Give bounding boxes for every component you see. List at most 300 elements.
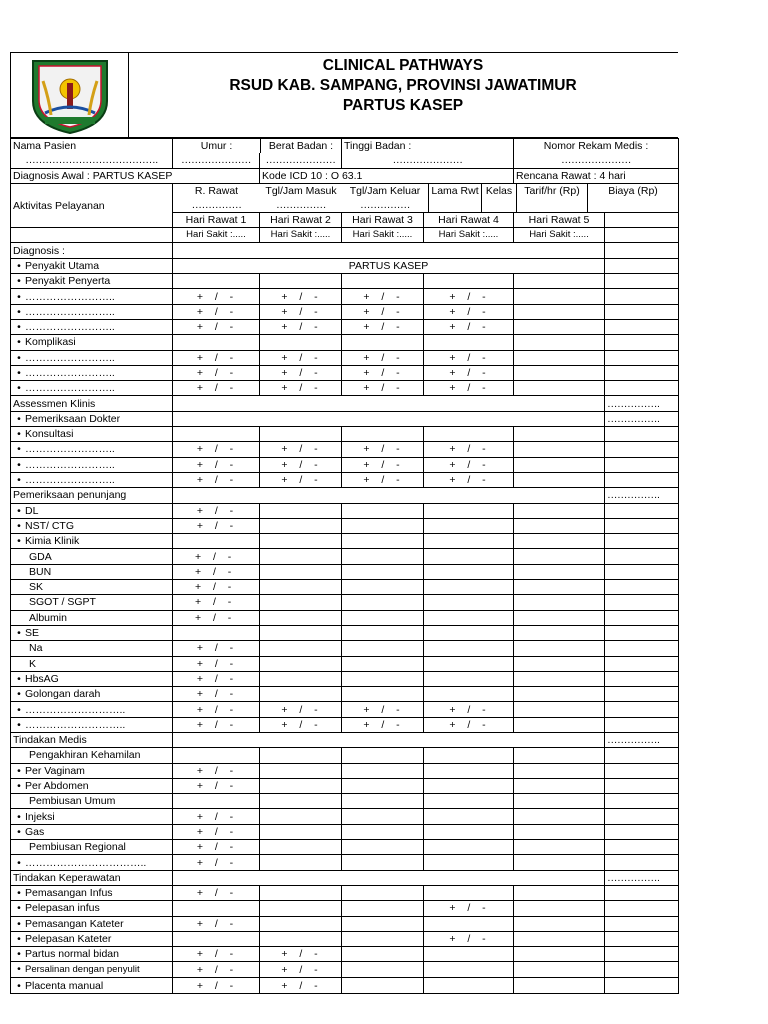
check-marks: + / - (449, 382, 488, 395)
day-cell (514, 518, 605, 533)
row-label-text: ……………………….. (25, 718, 126, 731)
day-cell (342, 885, 424, 900)
row-label-text: …………………….. (25, 305, 115, 318)
row-label-text: …………………….. (25, 474, 115, 487)
blank-cell (605, 335, 679, 350)
day-cell (514, 656, 605, 671)
day-cell (514, 381, 605, 396)
day-cell (424, 840, 514, 855)
bullet: • (17, 474, 21, 487)
bullet: • (17, 688, 21, 701)
table-row (11, 962, 679, 978)
day-cell (514, 702, 605, 717)
day-cell (424, 947, 514, 962)
row-label (11, 687, 173, 702)
day-cell (342, 656, 424, 671)
check-marks: + / - (363, 443, 402, 456)
bullet: • (17, 412, 21, 425)
day-cell (514, 595, 605, 610)
row-label (11, 901, 173, 916)
check-cell (260, 472, 342, 487)
row-label-text: Gas (25, 825, 45, 838)
check-cell (173, 641, 260, 656)
check-cell (173, 840, 260, 855)
table-row (11, 289, 679, 304)
row-label (11, 518, 173, 533)
table-row (11, 396, 679, 411)
service-header-row (11, 183, 679, 212)
day-cell (173, 931, 260, 946)
table-row (11, 794, 679, 809)
day-cell (342, 580, 424, 595)
span-cell (173, 411, 605, 426)
check-cell (173, 978, 260, 993)
day-cell (260, 931, 342, 946)
check-marks: + / - (195, 596, 234, 609)
patient-row-1 (11, 139, 679, 154)
day-cell (424, 518, 514, 533)
check-cell (173, 365, 260, 380)
check-cell (424, 319, 514, 334)
berat-value: ………………… (260, 153, 342, 168)
day-cell (260, 794, 342, 809)
day-cell (260, 687, 342, 702)
check-marks: + / - (363, 382, 402, 395)
day-cell (173, 335, 260, 350)
day-cell (260, 778, 342, 793)
title-line-2: RSUD KAB. SAMPANG, PROVINSI JAWATIMUR (229, 77, 577, 94)
check-marks: + / - (196, 672, 236, 685)
patient-row-3 (11, 168, 679, 183)
check-marks: + / - (281, 351, 320, 364)
hari-sakit-cell: Hari Sakit :..... (514, 228, 605, 243)
day-cell (260, 564, 342, 579)
label-cell (11, 228, 173, 243)
row-label (11, 625, 173, 640)
day-cell (342, 687, 424, 702)
table-row (11, 411, 679, 426)
nama-value: …………………………………. (11, 153, 173, 168)
check-marks: + / - (281, 718, 320, 731)
row-label-text: Kimia Klinik (25, 535, 80, 548)
row-label: Pengakhiran Kehamilan (11, 748, 173, 763)
row-label (11, 763, 173, 778)
blank-cell (605, 564, 679, 579)
biaya-label: Biaya (Rp) (608, 184, 658, 197)
day-cell (342, 427, 424, 442)
row-label-text: Persalinan dengan penyulit (25, 964, 140, 976)
check-marks: + / - (363, 474, 402, 487)
row-label-text: Penyakit Penyerta (25, 275, 111, 288)
check-cell (342, 365, 424, 380)
check-marks: + / - (196, 305, 236, 318)
row-label-text: ……………………….. (25, 703, 126, 716)
title-line-1: CLINICAL PATHWAYS (322, 57, 484, 74)
check-marks: + / - (196, 474, 236, 487)
day-cell (260, 809, 342, 824)
check-marks: + / - (449, 305, 488, 318)
blank-cell (605, 534, 679, 549)
bullet: • (17, 856, 21, 869)
check-marks: + / - (363, 718, 402, 731)
check-cell (342, 289, 424, 304)
row-label: SGOT / SGPT (11, 595, 173, 610)
check-cell (342, 442, 424, 457)
day-cell (514, 855, 605, 870)
day-cell (260, 885, 342, 900)
right-dots (605, 243, 679, 258)
table-row (11, 518, 679, 533)
day-cell (514, 962, 605, 978)
table-row (11, 580, 679, 595)
table-row (11, 671, 679, 686)
blank-cell (605, 885, 679, 900)
check-marks: + / - (281, 948, 320, 961)
day-cell (514, 978, 605, 993)
check-cell (260, 717, 342, 732)
row-label-text: Pemasangan Kateter (25, 917, 124, 930)
day-cell (173, 748, 260, 763)
check-cell (173, 962, 260, 978)
check-marks: + / - (449, 718, 488, 731)
service-columns (173, 183, 679, 212)
tgl-masuk-dots: …………… (276, 198, 326, 211)
check-cell (260, 289, 342, 304)
day-cell (514, 580, 605, 595)
table-row (11, 304, 679, 319)
check-marks: + / - (281, 458, 320, 471)
table-row (11, 625, 679, 640)
patient-row-2 (11, 153, 679, 168)
blank-cell (605, 931, 679, 946)
day-cell (514, 931, 605, 946)
row-label (11, 947, 173, 962)
span-cell (173, 870, 605, 885)
row-label-text: Placenta manual (25, 979, 104, 992)
hari-sakit-cell: Hari Sakit :..... (173, 228, 260, 243)
check-cell (173, 702, 260, 717)
check-cell (260, 978, 342, 993)
check-marks: + / - (363, 351, 402, 364)
check-cell (260, 442, 342, 457)
table-row (11, 901, 679, 916)
day-cell (424, 335, 514, 350)
blank-cell (605, 947, 679, 962)
blank-cell (605, 289, 679, 304)
day-cell (514, 335, 605, 350)
day-cell (342, 794, 424, 809)
check-marks: + / - (196, 443, 236, 456)
blank-cell (605, 212, 679, 227)
hospital-logo (11, 53, 129, 137)
hari-rawat-3: Hari Rawat 3 (342, 212, 424, 227)
day-cell (260, 274, 342, 289)
day-cell (424, 427, 514, 442)
row-label: Pemeriksaan penunjang (11, 488, 173, 503)
row-label-text: Pemasangan Infus (25, 887, 113, 900)
tgl-masuk-col (260, 184, 342, 212)
aktivitas-label: Aktivitas Pelayanan (11, 183, 173, 227)
row-label-text: Golongan darah (25, 688, 101, 701)
table-row (11, 335, 679, 350)
row-label (11, 916, 173, 931)
tinggi-value: ………………… (342, 153, 514, 168)
day-cell (260, 641, 342, 656)
check-cell (173, 289, 260, 304)
day-cell (342, 564, 424, 579)
day-cell (424, 580, 514, 595)
day-cell (260, 503, 342, 518)
table-row (11, 503, 679, 518)
blank-cell (605, 901, 679, 916)
check-marks: + / - (449, 351, 488, 364)
form-header (10, 52, 678, 138)
check-cell (173, 595, 260, 610)
check-marks: + / - (195, 581, 234, 594)
day-cell (514, 472, 605, 487)
check-marks: + / - (281, 963, 320, 976)
blank-cell (605, 625, 679, 640)
day-cell (260, 518, 342, 533)
table-row (11, 641, 679, 656)
hari-rawat-2: Hari Rawat 2 (260, 212, 342, 227)
check-cell (342, 304, 424, 319)
row-label (11, 457, 173, 472)
blank-cell (605, 610, 679, 625)
day-cell (514, 289, 605, 304)
row-label-text: Injeksi (25, 810, 55, 823)
row-label: Tindakan Medis (11, 732, 173, 747)
check-cell (260, 319, 342, 334)
umur-label: Umur : (200, 140, 233, 153)
bullet: • (17, 428, 21, 441)
check-marks: + / - (196, 382, 236, 395)
rm-label: Nomor Rekam Medis : (514, 139, 679, 154)
right-dots: ……………. (605, 870, 679, 885)
bullet: • (17, 979, 21, 992)
hari-sakit-cell: Hari Sakit :..... (342, 228, 424, 243)
check-marks: + / - (449, 932, 488, 945)
r-rawat-col (173, 184, 260, 212)
day-cell (424, 534, 514, 549)
check-cell (424, 472, 514, 487)
day-cell (424, 962, 514, 978)
check-cell (424, 304, 514, 319)
table-row (11, 702, 679, 717)
lama-rwt-label: Lama Rwt (431, 184, 479, 197)
day-cell (342, 809, 424, 824)
check-marks: + / - (196, 642, 236, 655)
row-label-text: HbsAG (25, 672, 59, 685)
table-row (11, 350, 679, 365)
kelas-label: Kelas (485, 184, 513, 197)
day-cell (514, 350, 605, 365)
table-row (11, 717, 679, 732)
blank-cell (605, 319, 679, 334)
check-cell (424, 931, 514, 946)
hari-rawat-5: Hari Rawat 5 (514, 212, 605, 227)
check-cell (260, 947, 342, 962)
day-cell (424, 564, 514, 579)
day-cell (260, 656, 342, 671)
table-row (11, 243, 679, 258)
blank-cell (605, 717, 679, 732)
table-row (11, 824, 679, 839)
blank-cell (605, 671, 679, 686)
row-label (11, 274, 173, 289)
check-marks: + / - (196, 351, 236, 364)
check-cell (173, 916, 260, 931)
check-marks: + / - (195, 611, 234, 624)
day-cell (342, 671, 424, 686)
table-row (11, 978, 679, 993)
blank-cell (605, 778, 679, 793)
day-cell (514, 304, 605, 319)
row-label (11, 503, 173, 518)
day-cell (342, 931, 424, 946)
check-marks: + / - (449, 367, 488, 379)
table-row (11, 916, 679, 931)
check-cell (173, 855, 260, 870)
table-row (11, 931, 679, 946)
row-label (11, 931, 173, 946)
check-marks: + / - (196, 887, 236, 900)
day-cell (342, 518, 424, 533)
blank-cell (605, 580, 679, 595)
day-cell (342, 610, 424, 625)
right-dots: ……………. (605, 411, 679, 426)
hari-sakit-cell: Hari Sakit :..... (260, 228, 342, 243)
day-cell (173, 534, 260, 549)
day-cell (514, 427, 605, 442)
day-cell (424, 978, 514, 993)
table-row (11, 778, 679, 793)
blank-cell (605, 824, 679, 839)
day-cell (260, 671, 342, 686)
row-label-text: Konsultasi (25, 428, 74, 441)
day-cell (424, 503, 514, 518)
check-cell (342, 381, 424, 396)
check-cell (173, 610, 260, 625)
right-dots: ……………. (605, 488, 679, 503)
day-cell (342, 763, 424, 778)
check-marks: + / - (363, 703, 402, 716)
day-cell (173, 901, 260, 916)
check-cell (173, 381, 260, 396)
check-marks: + / - (281, 703, 320, 716)
day-cell (342, 824, 424, 839)
day-cell (514, 687, 605, 702)
day-cell (173, 625, 260, 640)
day-cell (424, 671, 514, 686)
check-marks: + / - (196, 657, 236, 670)
check-marks: + / - (196, 780, 236, 793)
check-cell (173, 656, 260, 671)
check-cell (342, 472, 424, 487)
blank-cell (605, 427, 679, 442)
day-cell (173, 794, 260, 809)
r-rawat-dots: …………… (191, 198, 242, 211)
check-cell (173, 304, 260, 319)
table-row (11, 687, 679, 702)
span-cell (173, 488, 605, 503)
rencana-rawat: Rencana Rawat : 4 hari (514, 168, 679, 183)
check-cell (173, 503, 260, 518)
tgl-keluar-label: Tgl/Jam Keluar (349, 184, 421, 197)
blank-cell (605, 472, 679, 487)
biaya-col (587, 184, 678, 212)
table-row (11, 763, 679, 778)
check-marks: + / - (449, 902, 488, 915)
check-marks: + / - (195, 550, 234, 563)
tgl-masuk-label: Tgl/Jam Masuk (265, 184, 337, 197)
table-row (11, 564, 679, 579)
bullet: • (17, 519, 21, 532)
day-cell (342, 641, 424, 656)
bullet: • (17, 443, 21, 456)
bullet: • (17, 780, 21, 793)
bullet: • (17, 290, 21, 303)
blank-cell (605, 274, 679, 289)
check-marks: + / - (363, 290, 402, 303)
umur-value: ………………… (173, 153, 260, 168)
check-cell (173, 809, 260, 824)
bullet: • (17, 259, 21, 272)
day-cell (514, 809, 605, 824)
row-label-text: Penyakit Utama (25, 259, 100, 272)
day-cell (342, 595, 424, 610)
check-cell (173, 319, 260, 334)
day-cell (514, 625, 605, 640)
blank-cell (605, 258, 679, 273)
bullet: • (17, 887, 21, 900)
table-row (11, 258, 679, 273)
row-label (11, 824, 173, 839)
check-cell (342, 319, 424, 334)
day-cell (514, 947, 605, 962)
check-cell (173, 947, 260, 962)
day-cell (424, 610, 514, 625)
blank-cell (605, 656, 679, 671)
check-marks: + / - (196, 688, 236, 701)
table-row (11, 472, 679, 487)
row-label (11, 289, 173, 304)
day-cell (514, 534, 605, 549)
check-cell (260, 350, 342, 365)
day-cell (514, 778, 605, 793)
day-cell (424, 748, 514, 763)
row-label-text: Pelepasan Kateter (25, 932, 112, 945)
row-label: Tindakan Keperawatan (11, 870, 173, 885)
row-label-text: …………………………….. (25, 856, 147, 869)
check-marks: + / - (363, 321, 402, 334)
bullet: • (17, 321, 21, 334)
check-cell (173, 472, 260, 487)
blank-cell (605, 748, 679, 763)
blank-cell (605, 855, 679, 870)
check-marks: + / - (363, 458, 402, 471)
bullet: • (17, 963, 21, 976)
row-label (11, 381, 173, 396)
row-label (11, 350, 173, 365)
day-cell (514, 610, 605, 625)
bullet: • (17, 305, 21, 318)
day-cell (514, 641, 605, 656)
day-cell (260, 840, 342, 855)
bullet: • (17, 825, 21, 838)
row-label (11, 472, 173, 487)
hari-sakit-cell: Hari Sakit :..... (424, 228, 514, 243)
